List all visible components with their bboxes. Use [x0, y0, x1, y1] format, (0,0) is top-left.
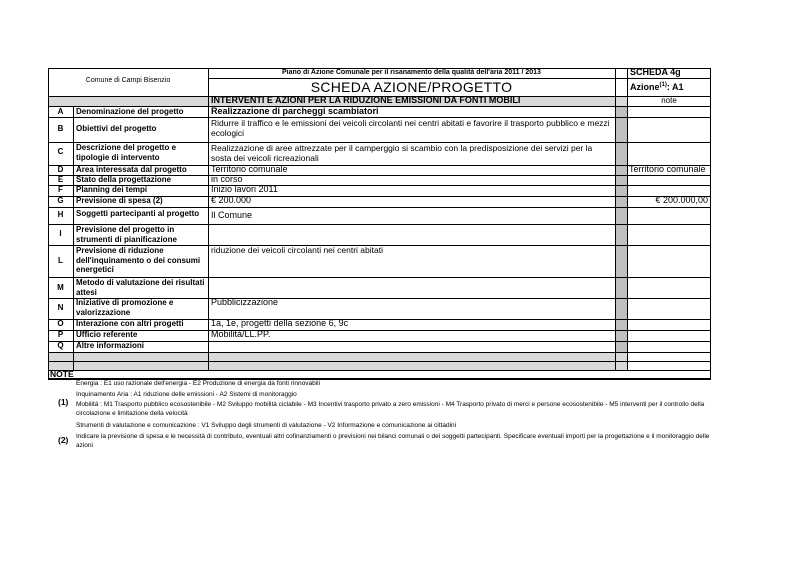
row-label: Previsione di riduzione dell'inquinamento o dei consumi energetici: [76, 246, 201, 275]
row-value: Il Comune: [211, 210, 253, 220]
row-letter: F: [58, 185, 63, 194]
footnote-spesa: Indicare la previsione di spesa e le necessità di contributo, eventuali altri cofinanziamenti o previsioni nei bilanci comunali o dei soggetti partecipanti. Specificare eventuali importi per la progettazione e il monitoraggio delle azioni: [76, 433, 710, 449]
row-value: Territorio comunale: [211, 164, 288, 174]
row-letter: C: [57, 147, 64, 156]
footnote-mobilita: Mobilità : M1 Trasporto pubblico ecosostenibile - M2 Sviluppo mobilità ciclabile - M3 Incentivi trasporto privato a zero emissioni - M4 Trasporto privato di merci e persone ecosostenibile - M5 interventi per il controllo della circolazione e limitazione della velocità: [76, 401, 705, 417]
row-letter: O: [57, 319, 64, 328]
footnote-strumenti: Strumenti di valutazione e comunicazione : V1 Sviluppo degli strumenti di valutazione - V2 Informazione e comunicazione ai cittadini: [76, 422, 457, 429]
comune-name: Comune di Campi Bisenzio: [85, 77, 171, 84]
row-letter: L: [58, 256, 63, 265]
azione-label: Azione: [630, 82, 660, 92]
row-value: € 200.000: [211, 195, 252, 205]
footnote-inquinamento: Inquinamento Aria : A1 riduzione delle emissioni - A2 Sistemi di monitoraggio: [76, 391, 297, 398]
row-label: Descrizione del progetto e tipologie di intervento: [76, 143, 177, 162]
row-letter: P: [57, 330, 64, 339]
row-label: Denominazione del progetto: [76, 107, 184, 116]
row-value: Realizzazione di aree attrezzate per il camperggio si scambio con la predisposizione dei servizi per la sosta dei veicoli ricreazionali: [211, 143, 593, 164]
row-value: 1a, 1e, progetti della sezione 6, 9c: [211, 318, 349, 328]
row-label: Soggetti partecipanti al progetto: [76, 209, 200, 218]
row-letter: N: [57, 303, 64, 312]
row-value: Realizzazione di parcheggi scambiatori: [211, 106, 379, 116]
row-letter: H: [57, 210, 64, 219]
row-value: Ridurre il traffico e le emissioni dei veicoli circolanti nei centri abitati e favorire il trasporto pubblico e mezzi ecologici: [211, 118, 610, 139]
row-letter: E: [57, 175, 64, 184]
azione-footnote-ref: (1): [659, 82, 667, 88]
row-label: Previsione del progetto in strumenti di pianificazione: [76, 225, 177, 244]
row-label: Area interessata dal progetto: [76, 165, 187, 174]
row-label: Obiettivi del progetto: [76, 124, 157, 133]
row-note: Territorio comunale: [629, 164, 706, 174]
row-label: Planning dei tempi: [76, 185, 148, 194]
section-title: INTERVENTI E AZIONI PER LA RIDUZIONE EMISSIONI DA FONTI MOBILI: [211, 95, 521, 105]
row-label: Stato della progettazione: [76, 175, 172, 184]
note-header: note: [661, 96, 677, 105]
row-letter: A: [57, 107, 64, 116]
page-title: SCHEDA AZIONE/PROGETTO: [310, 79, 513, 95]
row-label: Metodo di valutazione dei risultati attesi: [76, 278, 205, 297]
row-letter: D: [57, 165, 64, 174]
row-letter: B: [57, 124, 64, 133]
row-label: Ufficio referente: [76, 330, 138, 339]
scheda-code: SCHEDA 4g: [630, 67, 681, 77]
note-label: NOTE: [50, 369, 74, 379]
blank-row: [48, 361, 627, 370]
row-value: riduzione dei veicoli circolanti nei centri abitati: [211, 245, 383, 255]
row-letter: I: [59, 229, 62, 238]
row-value: Inizio lavori 2011: [211, 184, 278, 194]
row-label: Previsione di spesa (2): [76, 196, 163, 205]
row-value: Pubblicizzazione: [211, 297, 279, 307]
footnote-marker-1: (1): [58, 397, 69, 407]
row-letter: M: [57, 283, 64, 292]
row-label: Iniziative di promozione e valorizzazione: [76, 298, 174, 317]
blank-row: [48, 352, 627, 361]
row-note: € 200.000,00: [655, 195, 708, 205]
footnote-marker-2: (2): [58, 435, 69, 445]
piano-title: Piano di Azione Comunale per il risanamento della qualità dell'aria 2011 / 2013: [282, 69, 541, 76]
row-letter: Q: [57, 341, 64, 350]
azione-value: : A1: [666, 82, 684, 92]
azione-code: [630, 82, 684, 93]
row-value: in corso: [211, 174, 243, 184]
row-value: Mobilità/LL.PP.: [211, 329, 271, 339]
row-label: Altre informazioni: [76, 341, 145, 350]
row-letter: G: [57, 196, 64, 205]
row-label: Interazione con altri progetti: [76, 319, 184, 328]
footnote-energia: Energia : E1 uso razionale dell'energia - E2 Produzione di energia da fonti rinnovabili: [76, 380, 321, 387]
